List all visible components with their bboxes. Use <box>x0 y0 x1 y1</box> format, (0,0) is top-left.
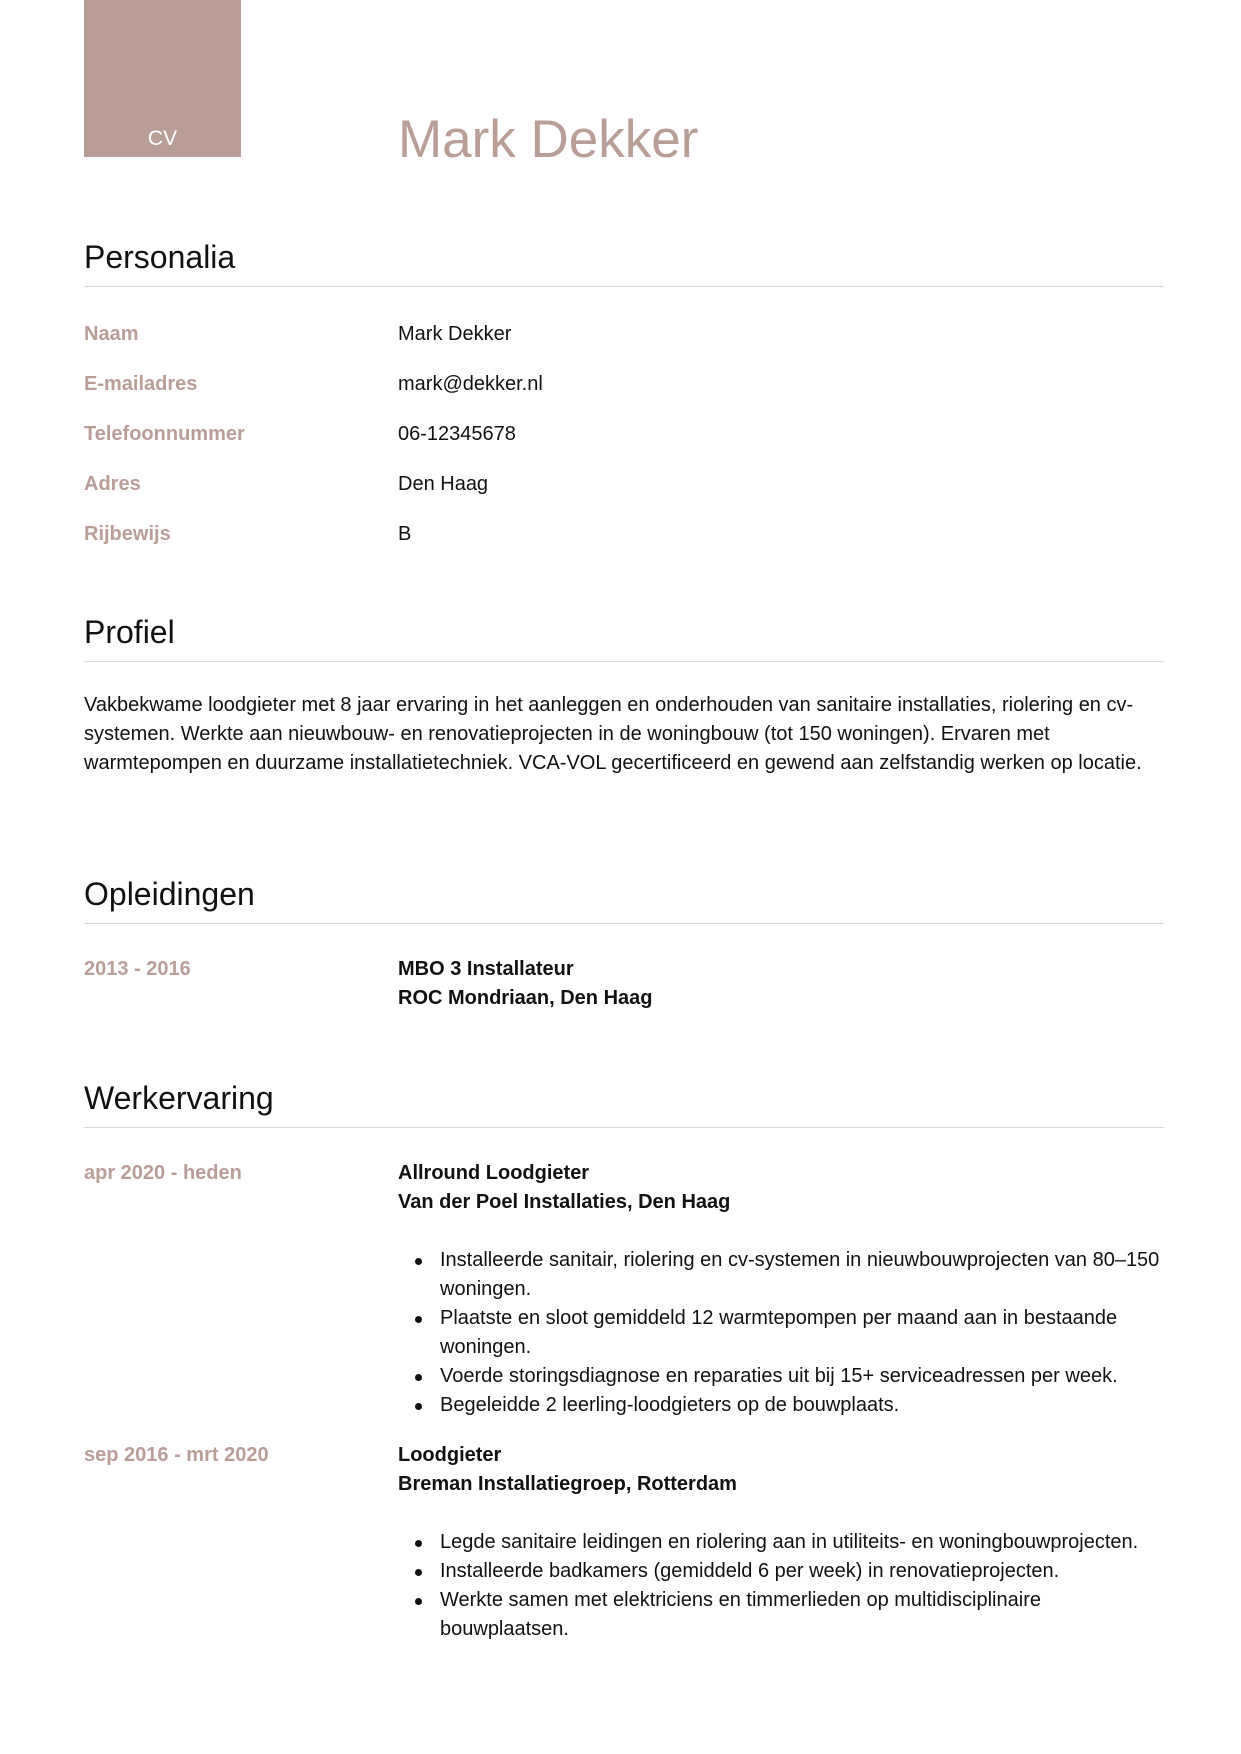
field-value: Den Haag <box>398 473 489 495</box>
personalia-row-rijbewijs <box>84 521 1164 571</box>
entry-date: apr 2020 - heden <box>84 1162 242 1184</box>
list-item-text: Plaatste en sloot gemiddeld 12 warmtepompen per maand aan in bestaande woningen. <box>440 1307 1118 1358</box>
field-value: 06-12345678 <box>398 423 516 445</box>
personalia-row-email <box>84 371 1164 421</box>
section-heading-profiel: Profiel <box>84 614 175 650</box>
list-item <box>440 1362 1164 1391</box>
list-item-text: Legde sanitaire leidingen en riolering aan in utiliteits- en woningbouwprojecten. <box>440 1531 1139 1553</box>
bullet-icon <box>415 1374 422 1381</box>
education-entry <box>84 955 1164 1013</box>
field-label: Adres <box>84 473 141 495</box>
section-profiel <box>84 612 1164 778</box>
list-item <box>440 1586 1164 1644</box>
list-item <box>440 1528 1164 1557</box>
bullet-icon <box>415 1403 422 1410</box>
work-entry <box>84 1159 1164 1420</box>
work-entry <box>84 1441 1164 1644</box>
field-value: mark@dekker.nl <box>398 373 543 395</box>
section-heading-opleidingen: Opleidingen <box>84 876 255 912</box>
field-label: Naam <box>84 323 139 345</box>
entry-title: Loodgieter <box>398 1444 502 1466</box>
list-item-text: Voerde storingsdiagnose en reparaties uit bij 15+ serviceadressen per week. <box>440 1365 1118 1387</box>
field-label: E-mailadres <box>84 373 198 395</box>
entry-organization: Breman Installatiegroep, Rotterdam <box>398 1473 737 1495</box>
cv-badge <box>84 0 241 157</box>
entry-title: MBO 3 Installateur <box>398 958 574 980</box>
list-item <box>440 1246 1164 1304</box>
entry-date: 2013 - 2016 <box>84 958 191 980</box>
field-value: Mark Dekker <box>398 323 512 345</box>
section-werkervaring <box>84 1078 1164 1644</box>
field-label: Rijbewijs <box>84 523 171 545</box>
entry-title: Allround Loodgieter <box>398 1162 590 1184</box>
list-item <box>440 1391 1164 1420</box>
personalia-row-naam <box>84 321 1164 371</box>
bullet-icon <box>415 1258 422 1265</box>
profile-summary: Vakbekwame loodgieter met 8 jaar ervaring in het aanleggen en onderhouden van sanitaire installaties, riolering en cv-systemen. Werkte aan nieuwbouw- en renovatieprojecten in de woningbouw (tot 150 woningen). Ervaren met warmtepompen en duurzame installatietechniek. VCA-VOL gecertificeerd en gewend aan zelfstandig werken op locatie. <box>84 694 1142 774</box>
list-item <box>440 1557 1164 1586</box>
field-value: B <box>398 523 412 545</box>
bullet-icon <box>415 1540 422 1547</box>
field-label: Telefoonnummer <box>84 423 245 445</box>
entry-date: sep 2016 - mrt 2020 <box>84 1444 269 1466</box>
list-item-text: Werkte samen met elektriciens en timmerlieden op multidisciplinaire bouwplaatsen. <box>440 1589 1041 1640</box>
section-opleidingen <box>84 874 1164 1013</box>
entry-bullet-list <box>398 1246 1164 1420</box>
bullet-icon <box>415 1569 422 1576</box>
list-item-text: Begeleidde 2 leerling-loodgieters op de bouwplaats. <box>440 1394 900 1416</box>
bullet-icon <box>415 1598 422 1605</box>
entry-organization: ROC Mondriaan, Den Haag <box>398 987 653 1009</box>
bullet-icon <box>415 1316 422 1323</box>
list-item <box>440 1304 1164 1362</box>
section-personalia <box>84 237 1164 571</box>
personalia-row-telefoon <box>84 421 1164 471</box>
entry-bullet-list <box>398 1528 1164 1644</box>
entry-organization: Van der Poel Installaties, Den Haag <box>398 1191 731 1213</box>
section-heading-werkervaring: Werkervaring <box>84 1080 274 1116</box>
list-item-text: Installeerde badkamers (gemiddeld 6 per week) in renovatieprojecten. <box>440 1560 1060 1582</box>
cv-badge-label: CV <box>147 127 178 150</box>
personalia-row-adres <box>84 471 1164 521</box>
list-item-text: Installeerde sanitair, riolering en cv-systemen in nieuwbouwprojecten van 80–150 woningen. <box>440 1249 1160 1300</box>
section-heading-personalia: Personalia <box>84 239 236 275</box>
page-title: Mark Dekker <box>398 110 699 169</box>
